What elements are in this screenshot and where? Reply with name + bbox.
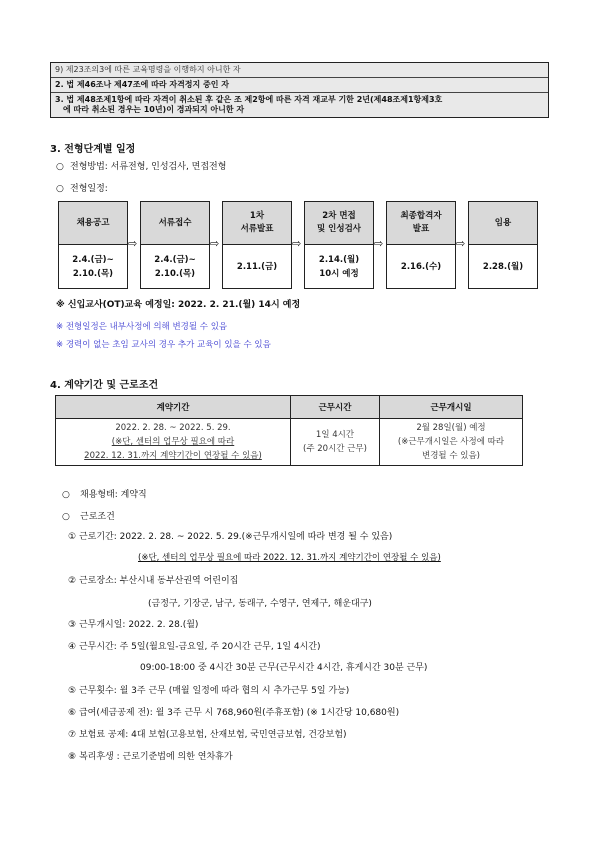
disqualification-line: 에 따라 취소된 경우는 10년)이 경과되지 아니한 자 [63, 105, 245, 114]
condition-item: ④ 근무시간: 주 5일(월요일-금요일, 주 20시간 근무, 1일 4시간) [68, 642, 321, 652]
method-text: 전형방법: 서류전형, 인성검사, 면접전형 [70, 162, 227, 172]
period-cell [56, 419, 291, 466]
step-date: 2.14.(월) 10시 예정 [318, 254, 360, 279]
condition-item: ⑤ 근무횟수: 월 3주 근무 (매월 일정에 따라 협의 시 추가근무 5일 가능) [68, 686, 350, 696]
circle-bullet-icon: ○ [56, 162, 64, 172]
step-title: 임용 [469, 202, 537, 245]
hours-weekly-text: (주 20시간 근무) [303, 444, 367, 454]
right-arrow-icon: ⇨ [374, 237, 384, 250]
circle-bullet-icon: ○ [62, 512, 70, 522]
step-date: 2.11.(금) [236, 261, 278, 272]
schedule-label: 전형일정: [70, 184, 108, 194]
table-header-row [56, 396, 523, 419]
disqualification-line: 3. 법 제48조제1항에 따라 자격이 취소된 후 같은 조 제2항에 따른 자격 재교부 기한 2년(제48조제1항제3호 [55, 95, 443, 104]
disqualification-row: 9) 제23조의3에 따른 교육명령을 이행하지 아니한 자 [51, 63, 548, 78]
header-period: 계약기간 [56, 396, 291, 419]
condition-item: ⑥ 급여(세금공제 전): 월 3주 근무 시 768,960원(주휴포함) (※ 1시간당 10,680원) [68, 708, 400, 718]
condition-item: ⑧ 복리후생 : 근로기준법에 의한 연차휴가 [68, 752, 233, 762]
employment-text: 채용형태: 계약직 [80, 490, 147, 500]
right-arrow-icon: ⇨ [210, 237, 220, 250]
step-box [58, 201, 128, 289]
conditions-text: 근로조건 [80, 512, 115, 522]
schedule-change-note: ※ 전형일정은 내부사정에 의해 변경될 수 있음 [56, 322, 228, 332]
disqualification-row: 2. 법 제46조나 제47조에 따라 자격정지 중인 자 [51, 78, 548, 93]
disqualification-row [51, 93, 548, 117]
start-text: 2월 28일(월) 예정 [416, 423, 486, 433]
right-arrow-icon: ⇨ [128, 237, 138, 250]
condition-subnote: (※단, 센터의 업무상 필요에 따라 2022. 12. 31.까지 계약기간이 연장될 수 있음) [138, 553, 441, 563]
start-note: 변경될 수 있음) [422, 451, 480, 461]
step-date: 2.4.(금)~ 2.10.(목) [154, 254, 196, 279]
section3-title: 3. 전형단계별 일정 [50, 144, 136, 155]
step-title: 서류접수 [141, 202, 209, 245]
period-extension-note: (※단, 센터의 업무상 필요에 따라 [111, 437, 235, 447]
hours-text: 1일 4시간 [315, 430, 355, 440]
hours-cell [291, 419, 380, 466]
condition-item: ① 근로기간: 2022. 2. 28. ~ 2022. 5. 29.(※근무개시일에 따라 변경 될 수 있음) [68, 532, 393, 542]
employment-line [62, 487, 147, 500]
extra-training-note: ※ 경력이 없는 초임 교사의 경우 추가 교육이 있을 수 있음 [56, 340, 271, 350]
step-date: 2.28.(월) [482, 261, 524, 272]
circle-bullet-icon: ○ [62, 490, 70, 500]
condition-subnote: (금정구, 기장군, 남구, 동래구, 수영구, 연제구, 해운대구) [148, 599, 372, 609]
step-title: 최종합격자 발표 [387, 202, 455, 245]
step-date: 2.16.(수) [400, 261, 442, 272]
period-extension-note: 2022. 12. 31.까지 계약기간이 연장될 수 있음) [84, 451, 262, 461]
circle-bullet-icon: ○ [56, 184, 64, 194]
schedule-line [56, 181, 108, 194]
header-start: 근무개시일 [380, 396, 523, 419]
disqualification-box [50, 62, 549, 118]
step-box [468, 201, 538, 289]
table-row [56, 419, 523, 466]
start-note: (※근무개시일은 사정에 따라 [397, 437, 505, 447]
conditions-line [62, 509, 115, 522]
step-title: 채용공고 [59, 202, 127, 245]
ot-note: ※ 신입교사(OT)교육 예정일: 2022. 2. 21.(월) 14시 예정 [56, 300, 301, 310]
step-box [386, 201, 456, 289]
condition-item: ③ 근무개시일: 2022. 2. 28.(월) [68, 620, 199, 630]
contract-table [55, 395, 523, 466]
header-hours: 근무시간 [291, 396, 380, 419]
schedule-flow [58, 201, 532, 291]
step-date: 2.4.(금)~ 2.10.(목) [72, 254, 114, 279]
period-text: 2022. 2. 28. ~ 2022. 5. 29. [115, 423, 231, 433]
section4-title: 4. 계약기간 및 근로조건 [50, 380, 159, 391]
step-box [222, 201, 292, 289]
right-arrow-icon: ⇨ [456, 237, 466, 250]
condition-item: ② 근로장소: 부산시내 동부산권역 어린이집 [68, 576, 239, 586]
start-cell [380, 419, 523, 466]
step-title: 2차 면접 및 인성검사 [305, 202, 373, 245]
right-arrow-icon: ⇨ [292, 237, 302, 250]
condition-item: ⑦ 보험료 공제: 4대 보험(고용보험, 산재보험, 국민연금보험, 건강보험) [68, 730, 347, 740]
step-box [140, 201, 210, 289]
method-line [56, 159, 226, 172]
step-title: 1차 서류발표 [223, 202, 291, 245]
condition-subnote: 09:00-18:00 중 4시간 30분 근무(근무시간 4시간, 휴게시간 30분 근무) [140, 663, 428, 673]
step-box [304, 201, 374, 289]
